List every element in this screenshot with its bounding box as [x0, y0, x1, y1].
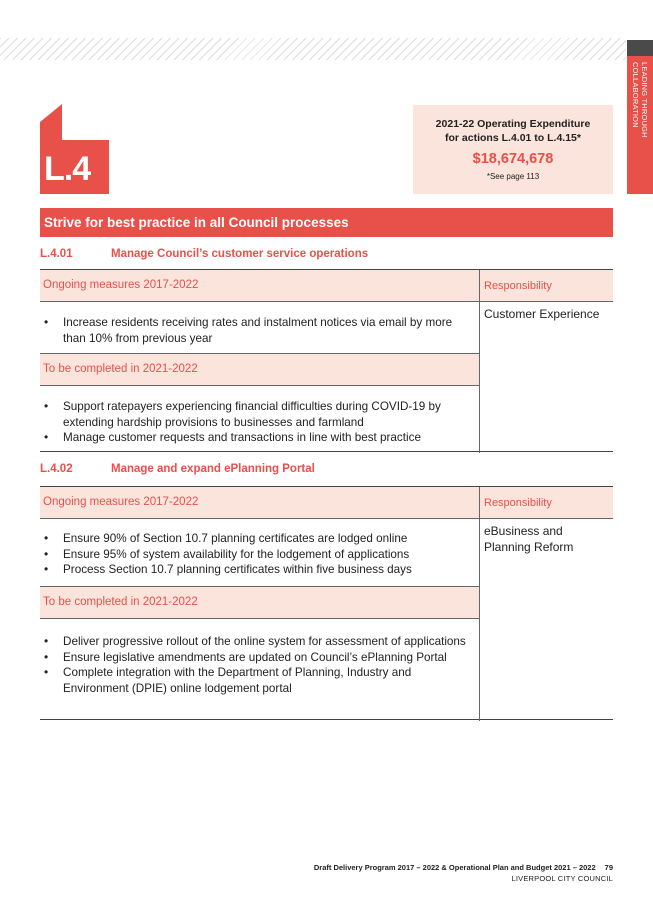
tbc-list	[40, 399, 478, 446]
action-code: L.4.01	[40, 248, 73, 260]
row-divider	[40, 518, 613, 519]
expenditure-box	[413, 105, 613, 194]
tbc-header: To be completed in 2021-2022	[40, 587, 479, 618]
column-divider	[479, 487, 480, 721]
side-tab-label: LEADING THROUGH COLLABORATION	[631, 62, 649, 138]
list-item: • Ensure 90% of Section 10.7 planning certificates are lodged online	[40, 531, 478, 547]
list-item: • Manage customer requests and transactions in line with best practice	[40, 430, 478, 446]
ongoing-header: Ongoing measures 2017-2022	[40, 270, 479, 301]
responsibility-value: Customer Experience	[484, 307, 600, 321]
expenditure-amount: $18,674,678	[472, 151, 554, 167]
badge-label: L.4	[44, 150, 91, 188]
list-item: • Ensure 95% of system availability for the lodgement of applications	[40, 547, 478, 563]
expenditure-title	[413, 117, 613, 145]
list-item: • Process Section 10.7 planning certificates within five business days	[40, 562, 478, 578]
strategy-badge	[40, 104, 109, 194]
page-footer	[314, 863, 613, 883]
action-code: L.4.02	[40, 463, 73, 475]
decorative-hatch-band	[0, 38, 626, 60]
list-item: • Support ratepayers experiencing financial difficulties during COVID-19 by extending hardship provisions to businesses and farmland	[40, 399, 478, 430]
column-divider	[479, 270, 480, 453]
list-item: • Complete integration with the Department of Planning, Industry and Environment (DPIE) online lodgement portal	[40, 665, 478, 696]
action-heading	[40, 463, 315, 475]
tbc-header: To be completed in 2021-2022	[40, 354, 479, 385]
tbc-list	[40, 634, 478, 696]
responsibility-value: eBusiness and Planning Reform	[484, 524, 574, 554]
responsibility-header: Responsibility	[480, 487, 613, 518]
ongoing-header: Ongoing measures 2017-2022	[40, 487, 479, 518]
action-title: Manage and expand ePlanning Portal	[111, 463, 315, 475]
expenditure-title-line2: for actions L.4.01 to L.4.15*	[445, 132, 581, 144]
row-divider	[40, 618, 479, 619]
action-table	[40, 486, 613, 720]
list-item: • Ensure legislative amendments are updated on Council’s ePlanning Portal	[40, 650, 478, 666]
list-item: • Increase residents receiving rates and instalment notices via email by more than 10% from previous year	[40, 315, 478, 346]
ongoing-list	[40, 531, 478, 578]
section-title: Strive for best practice in all Council processes	[40, 208, 613, 237]
action-table	[40, 269, 613, 452]
list-item: • Deliver progressive rollout of the online system for assessment of applications	[40, 634, 478, 650]
row-divider	[40, 385, 479, 386]
side-tab-marker	[627, 40, 653, 56]
row-divider	[40, 301, 613, 302]
expenditure-note: *See page 113	[486, 172, 540, 181]
footer-org: LIVERPOOL CITY COUNCIL	[511, 874, 613, 883]
responsibility-header: Responsibility	[480, 270, 613, 301]
page-number: 79	[604, 863, 613, 872]
action-heading	[40, 248, 368, 260]
action-title: Manage Council’s customer service operations	[111, 248, 369, 260]
footer-doc-title: Draft Delivery Program 2017 – 2022 & Operational Plan and Budget 2021 – 2022	[313, 863, 596, 872]
expenditure-title-line1: 2021-22 Operating Expenditure	[435, 118, 591, 130]
ongoing-list	[40, 315, 478, 346]
